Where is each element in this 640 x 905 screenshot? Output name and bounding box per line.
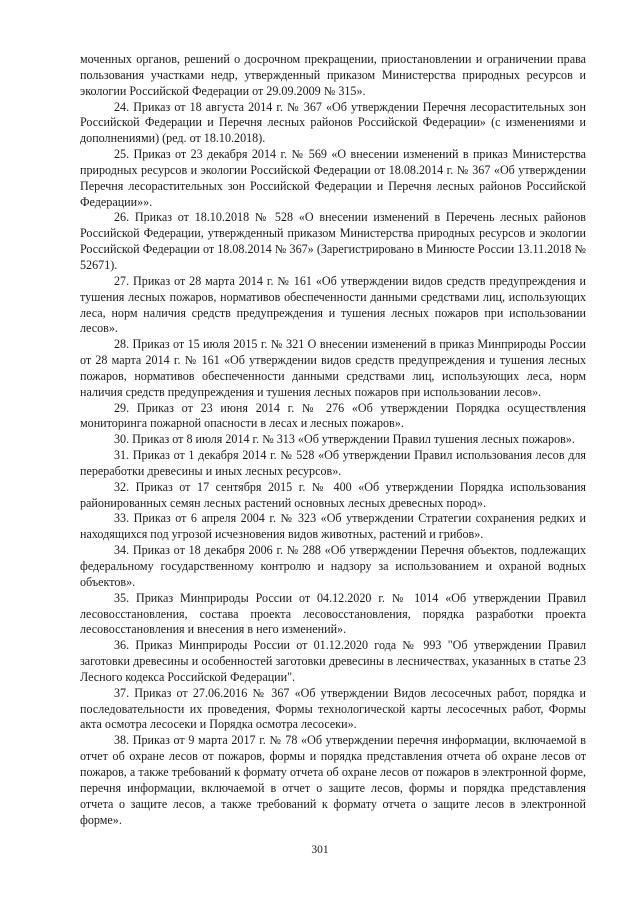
list-item-30: 30. Приказ от 8 июля 2014 г. № 313 «Об утверждении Правил тушения лесных пожаров». <box>114 432 575 447</box>
list-item-32: 32. Приказ от 17 сентября 2015 г. № 400 «Об утверждении Порядка использования районированных семян лесных растений основных лесных древесных пород». <box>80 479 586 510</box>
list-item-29: 29. Приказ от 23 июня 2014 г. № 276 «Об утверждении Порядка осуществления мониторинга пожарной опасности в лесах и лесных пожаров». <box>80 400 586 431</box>
paragraph-continuation: моченных органов, решений о досрочном прекращении, приостановлении и ограничении права пользования участками недр, утвержденный приказом Министерства природных ресурсов и экологии Российской Федерации от 29.09.2009 № 315». <box>80 52 586 98</box>
list-item-31: 31. Приказ от 1 декабря 2014 г. № 528 «Об утверждении Правил использования лесов для переработки древесины и иных лесных ресурсов». <box>80 448 586 478</box>
list-item-35: 35. Приказ Минприроды России от 04.12.2020 г. № 1014 «Об утверждении Правил лесовосстановления, состава проекта лесовосстановления, порядка разработки проекта лесовосстановления и внесения в него изменений». <box>80 590 586 637</box>
page-number: 301 <box>311 844 329 856</box>
document-body <box>80 52 586 828</box>
list-item-24: 24. Приказ от 18 августа 2014 г. № 367 «Об утверждении Перечня лесорастительных зон Российской Федерации и Перечня лесных районов Российской Федерации» (с изменениями и дополнениями) (ред. от 18.10.2018). <box>80 99 586 146</box>
list-item-37: 37. Приказ от 27.06.2016 № 367 «Об утверждении Видов лесосечных работ, порядка и последовательности их проведения, Формы технологической карты лесосечных работ, Формы акта осмотра лесосеки и Порядка осмотра лесосеки». <box>80 685 586 732</box>
list-item-28: 28. Приказ от 15 июля 2015 г. № 321 О внесении изменений в приказ Минприроды России от 28 марта 2014 г. № 161 «Об утверждении видов средств предупреждения и тушения лесных пожаров, нормативов обеспеченности данными средствами лиц, использующих леса, норм наличия средств предупреждения и тушения лесных пожаров при использовании лесов». <box>80 337 586 399</box>
list-item-38: 38. Приказ от 9 марта 2017 г. № 78 «Об утверждении перечня информации, включаемой в отчет об охране лесов от пожаров, формы и порядка представления отчета об охране лесов от пожаров, а также требований к формату отчета об охране лесов от пожаров в электронной форме, перечня информации, включаемой в отчет о защите лесов, формы и порядка представления отчета о защите лесов, а также требований к формату отчета о защите лесов в электронной форме». <box>80 733 586 827</box>
list-item-34: 34. Приказ от 18 декабря 2006 г. № 288 «Об утверждении Перечня объектов, подлежащих федеральному государственному контролю и надзору за использованием и охраной водных объектов». <box>80 543 586 589</box>
list-item-36: 36. Приказ Минприроды России от 01.12.2020 года № 993 "Об утверждении Правил заготовки древесины и особенностей заготовки древесины в лесничествах, указанных в статье 23 Лесного кодекса Российской Федерации". <box>80 638 586 684</box>
list-item-27: 27. Приказ от 28 марта 2014 г. № 161 «Об утверждении видов средств предупреждения и тушения лесных пожаров, нормативов обеспеченности данными средствами лиц, использующих леса, норм наличия средств предупреждения и тушения лесных пожаров при использовании лесов». <box>80 273 586 336</box>
list-item-26: 26. Приказ от 18.10.2018 № 528 «О внесении изменений в Перечень лесных районов Российской Федерации, утвержденный приказом Министерства природных ресурсов и экологии Российской Федерации от 18.08.2014 № 367» (Зарегистрировано в Минюсте России 13.11.2018 № 52671). <box>80 210 586 272</box>
list-item-33: 33. Приказ от 6 апреля 2004 г. № 323 «Об утверждении Стратегии сохранения редких и находящихся под угрозой исчезновения видов животных, растений и грибов». <box>80 511 586 542</box>
list-item-25: 25. Приказ от 23 декабря 2014 г. № 569 «О внесении изменений в приказ Министерства природных ресурсов и экологии Российской Федерации от 18.08.2014 г. № 367 «Об утверждении Перечня лесорастительных зон Российской Федерации и Перечня лесных районов Российской Федерации»». <box>80 147 586 209</box>
